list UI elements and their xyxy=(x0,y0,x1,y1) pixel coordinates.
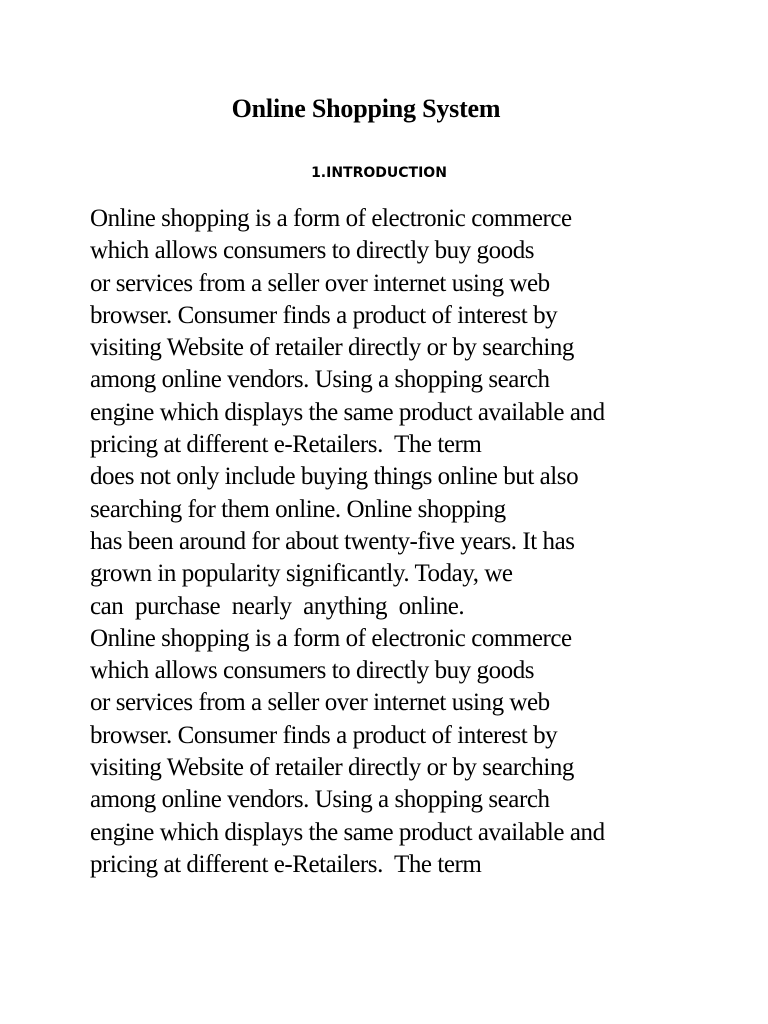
page-title: Online Shopping System xyxy=(231,94,501,123)
body-line: has been around for about twenty-five years. It has xyxy=(90,527,575,555)
body-line: which allows consumers to directly buy goods xyxy=(90,657,535,685)
body-line: among online vendors. Using a shopping search xyxy=(90,786,550,814)
section-heading: 1.INTRODUCTION xyxy=(311,165,447,181)
body-line: can purchase nearly anything online. xyxy=(90,592,465,620)
body-line: does not only include buying things online but also xyxy=(90,463,579,491)
body-line: which allows consumers to directly buy goods xyxy=(90,237,535,265)
body-line: grown in popularity significantly. Today, we xyxy=(90,560,513,588)
body-line: pricing at different e-Retailers. The term xyxy=(90,850,482,878)
body-line: Online shopping is a form of electronic commerce xyxy=(90,624,572,652)
body-line: visiting Website of retailer directly or by searching xyxy=(90,754,574,782)
body-line: engine which displays the same product available and xyxy=(90,398,605,426)
body-line: or services from a seller over internet using web xyxy=(90,689,550,717)
body-paragraph xyxy=(90,203,760,881)
body-line: visiting Website of retailer directly or by searching xyxy=(90,334,574,362)
body-line: searching for them online. Online shopping xyxy=(90,495,506,523)
body-line: or services from a seller over internet using web xyxy=(90,269,550,297)
body-line: browser. Consumer finds a product of interest by xyxy=(90,721,558,749)
body-line: browser. Consumer finds a product of interest by xyxy=(90,301,558,329)
body-line: pricing at different e-Retailers. The term xyxy=(90,431,482,459)
body-line: engine which displays the same product available and xyxy=(90,818,605,846)
body-line: among online vendors. Using a shopping search xyxy=(90,366,550,394)
body-line: Online shopping is a form of electronic commerce xyxy=(90,205,572,232)
